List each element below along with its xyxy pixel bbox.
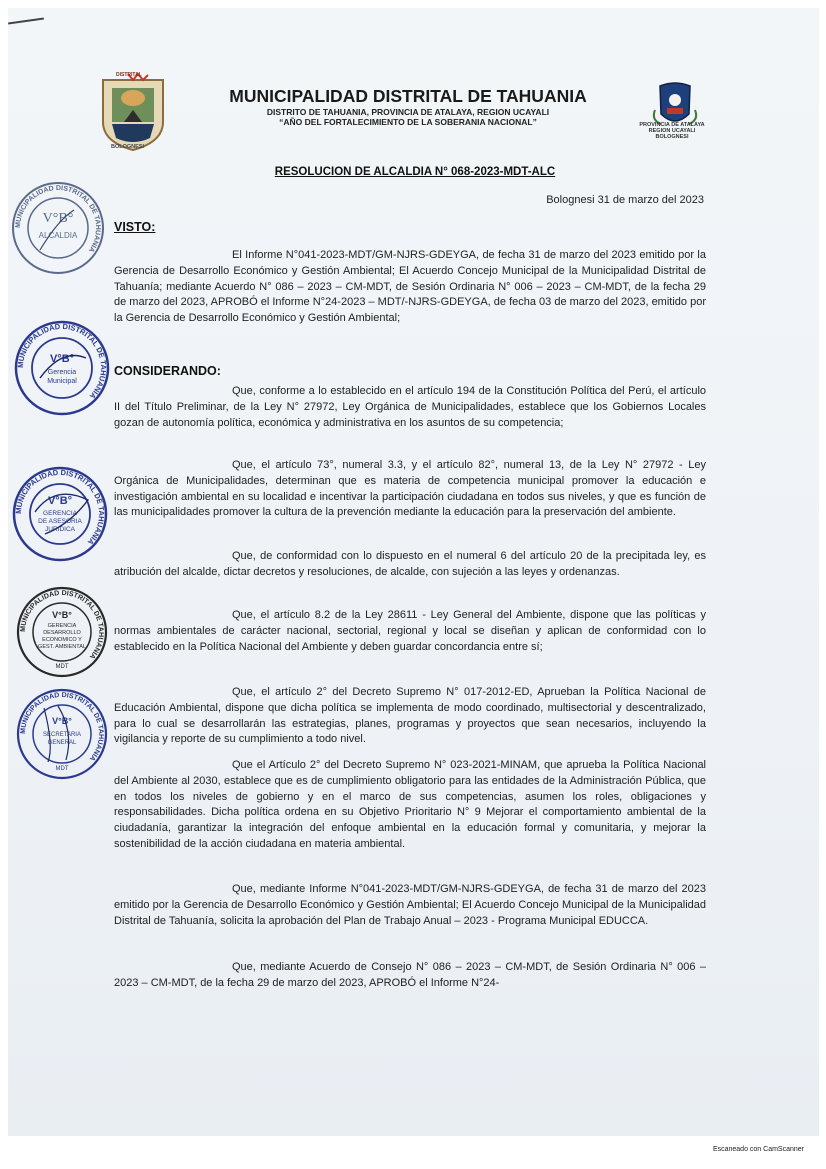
paragraph-considerando-6: Que el Artículo 2° del Decreto Supremo N° 023-2021-MINAM, que aprueba la Política Nacional del Ambiente al 2030, establece que es de cumplimiento obligatorio para las entidades de la Administración Pública, que en todos los niveles de gobierno y en el marco de sus competencias, asumen los roles, obligaciones y responsabilidades. Dicha política ordena en su Objetivo Prioritario N° 9 Mejorar el comportamiento ambiental de la ciudadanía, garantizar la integración del enfoque ambiental en la educación formal y comunitaria, y mejorar la sostenibilidad de la acción ciudadana en materia ambiental. <box>114 759 706 850</box>
right-logo-caption <box>622 122 722 140</box>
district-line: DISTRITO DE TAHUANIA, PROVINCIA DE ATALAYA, REGION UCAYALI <box>266 107 550 117</box>
stamp-vb-text: V°B° <box>52 716 72 726</box>
paragraph-considerando-7: Que, mediante Informe N°041-2023-MDT/GM-NJRS-GDEYGA, de fecha 31 de marzo del 2023 emitido por la Gerencia de Desarrollo Económico y Gestión Ambiental; El Acuerdo Concejo Municipal de la Municipalidad Distrital de Tahuanía, solicita la aprobación del Plan de Trabajo Anual – 2023 - Programa Municipal EDUCCA. <box>114 883 706 927</box>
right-logo-line: REGION UCAYALI <box>648 128 696 134</box>
resolution-title: RESOLUCION DE ALCALDIA N° 068-2023-MDT-ALC <box>274 166 556 178</box>
gerencia-municipal-stamp <box>12 318 112 418</box>
stamp-inner-text: MDT <box>55 664 69 670</box>
stamp-inner-text: GERENCIA <box>43 510 77 517</box>
stamp-inner-text: GERENCIA <box>47 623 77 629</box>
stamp-inner-text: GEST. AMBIENTAL <box>38 644 86 650</box>
stamp-inner-text: Municipal <box>47 378 77 385</box>
stamp-vb-text: V°B° <box>52 610 72 620</box>
stamp-inner-text: MDT <box>55 766 69 772</box>
stamp-vb-text: V°B° <box>47 495 73 507</box>
considerando-heading: CONSIDERANDO: <box>114 364 221 378</box>
document-date: Bolognesi 31 de marzo del 2023 <box>546 194 704 206</box>
municipality-title: MUNICIPALIDAD DISTRITAL DE TAHUANIA <box>229 86 587 106</box>
paragraph-considerando-1: Que, conforme a lo establecido en el artículo 194 de la Constitución Política del Perú, el artículo II del Título Preliminar, de la Ley N° 27972, Ley Orgánica de Municipalidades, establece que los Gobiernos Locales gozan de autonomía política, económica y administrativa en los asuntos de su competencia; <box>114 385 706 429</box>
stamp-inner-text: SECRETARIA <box>43 732 81 738</box>
header-subtitle <box>188 107 628 127</box>
stamp-inner-text: DESARROLLO <box>43 630 81 636</box>
scanner-watermark: Escaneado con CamScanner <box>712 1146 804 1153</box>
secretaria-general-stamp <box>14 686 110 782</box>
paragraph-considerando-3: Que, de conformidad con lo dispuesto en el numeral 6 del artículo 20 de la precipitada ley, es atribución del alcalde, dictar decretos y resoluciones, de alcalde, con sujeción a las leyes y ordenanzas. <box>114 550 706 578</box>
paragraph-considerando-8: Que, mediante Acuerdo de Consejo N° 086 – 2023 – CM-MDT, de Sesión Ordinaria N° 006 – 2023 – CM-MDT, de la fecha 29 de marzo del 2023, APROBÓ el Informe N°24- <box>114 961 706 989</box>
stamp-inner-text: GENERAL <box>47 740 77 746</box>
left-logo-top-text: DISTRITAL <box>116 72 142 78</box>
asesoria-juridica-stamp <box>10 464 110 564</box>
stamp-inner-text: DE ASESORIA <box>38 518 82 525</box>
stamp-ring-text: MUNICIPALIDAD DISTRITAL DE TAHUANIA <box>19 691 105 762</box>
stamp-ring-text: MUNICIPALIDAD DISTRITAL DE TAHUANIA <box>13 467 107 547</box>
stamp-ring-text: MUNICIPALIDAD DISTRITAL DE TAHUANIA <box>15 321 109 401</box>
stamp-inner-text: JURIDICA <box>45 526 75 533</box>
municipal-crest-logo <box>98 72 168 152</box>
paragraph-considerando-2: Que, el artículo 73°, numeral 3.3, y el artículo 82°, numeral 13, de la Ley N° 27972 - Ley Orgánica de Municipalidades, determinan que es materia de competencia municipal promover la educación e investigación ambiental en su localidad e incentivar la participación ciudadana en todos sus niveles, y que es función de las municipalidades promover la cultura de la prevención mediante la educación para la preservación del ambiente. <box>114 459 706 519</box>
stamp-ring-text: MUNICIPALIDAD DISTRITAL DE TAHUANIA <box>14 184 102 254</box>
stamp-vb-text: V°B° <box>49 353 75 365</box>
gerencia-desarrollo-stamp <box>14 584 110 680</box>
stamp-inner-text: ALCALDIA <box>38 231 78 240</box>
visto-heading: VISTO: <box>114 220 156 234</box>
right-logo-line: PROVINCIA DE ATALAYA <box>639 122 705 128</box>
year-motto-line: “AÑO DEL FORTALECIMIENTO DE LA SOBERANIA NACIONAL” <box>279 117 537 127</box>
paragraph-visto: El Informe N°041-2023-MDT/GM-NJRS-GDEYGA, de fecha 31 de marzo del 2023 emitido por la Gerencia de Desarrollo Económico y Gestión Ambiental; El Acuerdo Concejo Municipal de la Municipalidad Distrital de Tahuanía; mediante Acuerdo N° 086 – 2023 – CM-MDT, de Sesión Ordinaria N° 006 – 2023 – CM-MDT, de la fecha 29 de marzo del 2023, APROBÓ el Informe N°24-2023 – MDT/-NJRS-GDEYGA, de fecha 03 de marzo del 2023, emitido por la Gerencia de Desarrollo Económico y Gestión Ambiental; <box>114 249 706 325</box>
stamp-ring-text: MUNICIPALIDAD DISTRITAL DE TAHUANIA <box>19 589 105 660</box>
stamp-inner-text: ECONOMICO Y <box>42 637 82 643</box>
stamp-inner-text: Gerencia <box>47 369 77 376</box>
left-logo-bottom-text: BOLOGNESI <box>111 144 145 150</box>
stamp-vb-text: V°B° <box>42 211 74 226</box>
right-logo-line: BOLOGNESI <box>655 134 689 140</box>
alcaldia-approval-stamp <box>10 180 106 276</box>
paragraph-considerando-4: Que, el artículo 8.2 de la Ley 28611 - Ley General del Ambiente, dispone que las políticas y normas ambientales de carácter nacional, sectorial, regional y local se diseñan y aplican de conformidad con lo establecido en la Política Nacional del Ambiente y deben guardar concordancia entre sí; <box>114 609 706 653</box>
paragraph-considerando-5: Que, el artículo 2° del Decreto Supremo N° 017-2012-ED, Aprueban la Política Nacional de Educación Ambiental, dispone que dicha política se implementa de modo coordinado, multisectorial y descentralizado, para lo cual se desarrollarán las estrategias, planes, programas y proyectos que sean necesarios, incluyendo la vigilancia y reporte de su cumplimiento a todo nivel. <box>114 686 706 746</box>
